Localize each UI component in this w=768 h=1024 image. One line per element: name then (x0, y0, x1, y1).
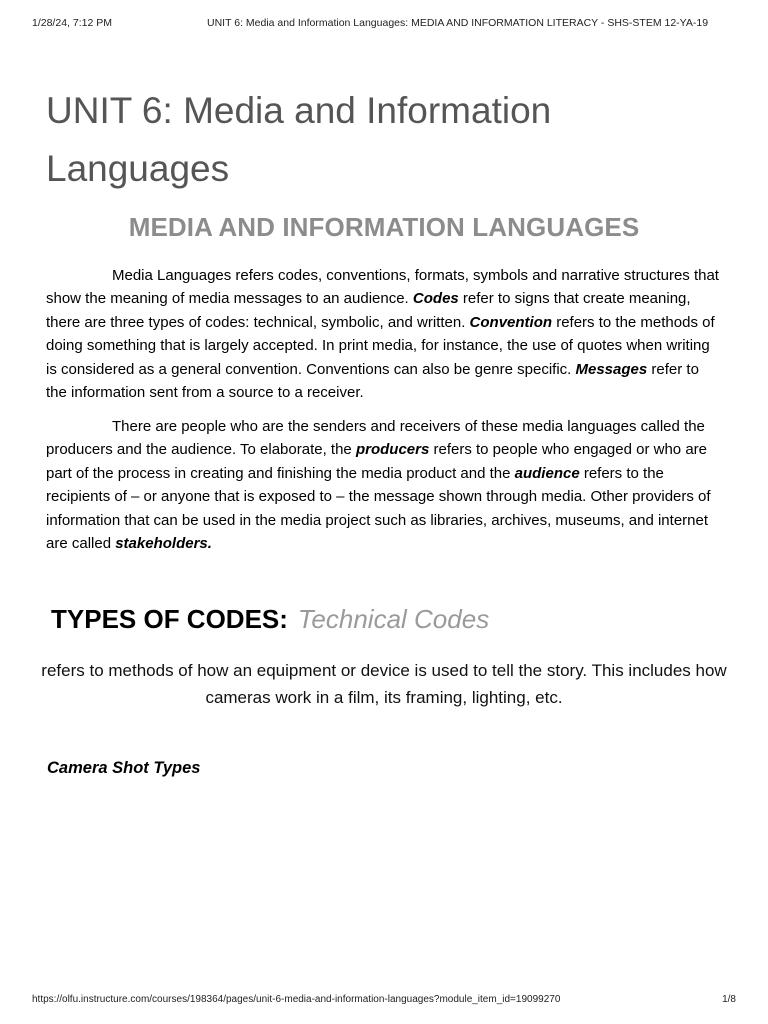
term-audience: audience (514, 464, 580, 482)
print-page-number: 1/8 (722, 994, 736, 1005)
print-header (32, 17, 736, 31)
print-datetime: 1/28/24, 7:12 PM (32, 17, 112, 29)
term-codes: Codes (412, 290, 459, 308)
technical-codes-subtitle: Technical Codes (297, 604, 490, 634)
term-producers: producers (355, 441, 430, 459)
paragraph-media-languages (46, 264, 722, 404)
types-of-codes-label: TYPES OF CODES: (51, 604, 288, 634)
paragraph-text: refers to the recipients of – or anyone that is exposed to – the message shown through media. Other providers of information that can be used in the media project such as libraries, archives, museums, and internet are called (46, 464, 711, 553)
paragraph-text: refers to the methods of doing something that is largely accepted. In print media, for instance, the use of quotes when writing is considered as a general convention. Conventions can also be genre specific. (46, 313, 715, 378)
paragraph-text: refer to signs that create meaning, there are three types of codes: technical, symbolic, and written. (46, 290, 691, 331)
term-convention: Convention (469, 313, 553, 331)
paragraph-text: refers to people who engaged or who are part of the process in creating and finishing the media product and the (46, 441, 707, 482)
page-title: UNIT 6: Media and Information Languages (46, 90, 552, 189)
section-heading: MEDIA AND INFORMATION LANGUAGES (128, 212, 640, 242)
print-url: https://olfu.instructure.com/courses/198364/pages/unit-6-media-and-information-languages?module_item_id=19099270 (32, 994, 561, 1005)
print-page-title: UNIT 6: Media and Information Languages: MEDIA AND INFORMATION LITERACY - SHS-STEM 12-YA-19 (207, 17, 709, 29)
paragraph-text: refer to the information sent from a source to a receiver. (46, 360, 699, 402)
paragraph-text: There are people who are the senders and receivers of these media languages called the producers and the audience. To elaborate, the (46, 418, 705, 459)
term-messages: Messages (575, 360, 648, 378)
paragraph-producers-audience (46, 415, 722, 555)
paragraph-text: Media Languages refers codes, conventions, formats, symbols and narrative structures that show the meaning of media messages to an audience. (46, 267, 719, 308)
print-footer (32, 994, 736, 1008)
camera-shot-types-heading: Camera Shot Types (47, 759, 201, 777)
technical-codes-description: refers to methods of how an equipment or device is used to tell the story. This includes how cameras work in a film, its framing, lighting, etc. (41, 661, 727, 707)
types-of-codes-heading (51, 604, 489, 635)
term-stakeholders: stakeholders. (115, 535, 212, 553)
